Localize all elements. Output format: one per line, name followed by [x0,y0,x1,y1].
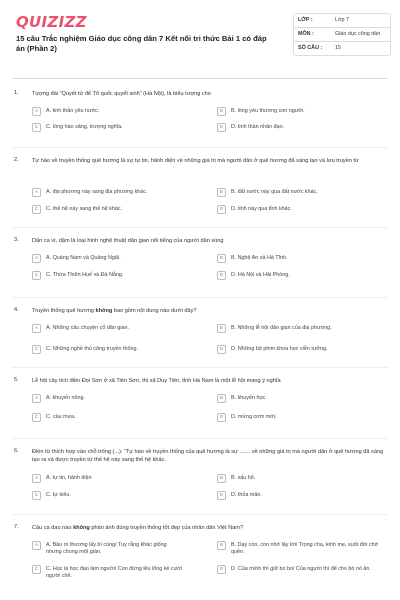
answer-option-b[interactable] [217,394,387,403]
option-text: C. Những nghề thủ công truyền thống. [46,346,139,352]
option-letter-box: B [217,188,226,197]
option-letter-box: C [32,271,41,280]
option-text: C. lòng hào sảng, trượng nghĩa. [46,124,123,130]
option-text: D. Những bộ phim khoa học viễn tưởng. [231,346,328,352]
answer-option-a[interactable] [32,394,182,403]
question-text [32,524,384,532]
question-number: 6. [14,448,19,454]
answer-option-c[interactable] [32,491,182,500]
option-text: A. tự tin, hãnh diện [46,475,92,481]
info-row-socau [294,42,390,55]
answer-option-b[interactable] [217,474,387,483]
question-separator [12,438,388,439]
option-letter-box: D [217,565,226,574]
question-separator [12,367,388,368]
answer-option-c[interactable] [32,565,182,580]
question-text: Tượng đài “Quyết tử để Tổ quốc quyết sinh” (Hà Nội), là biểu tượng cho [32,91,211,97]
option-text: D. Của mình thì giữ bo bo/ Của người thì để cho bò nó ăn. [231,566,371,572]
answer-option-c[interactable] [32,413,182,422]
answer-option-d[interactable] [217,271,387,280]
option-text: D. tinh thần nhân đạo. [231,124,285,130]
question-number: 7. [14,524,19,530]
question-text: Tự hào về truyền thống quê hương là sự tự tin, hãnh diện về những giá trị mà người dân ở quê hương đã sáng tạo và lưu truyền từ [32,158,359,164]
option-letter-box: D [217,205,226,214]
answer-option-b[interactable] [217,254,387,263]
question-number: 2. [14,157,19,163]
answer-option-c[interactable] [32,123,182,132]
socau-value: 15 [335,45,341,51]
option-text: D. Hà Nội và Hải Phòng. [231,272,290,278]
option-text: D. mừng cơm mới. [231,414,277,420]
page-title: 15 câu Trắc nghiệm Giáo dục công dân 7 Kết nối tri thức Bài 1 có đáp án (Phần 2) [16,34,267,53]
option-text: A. Bầu ơi thương lấy bí cùng/ Tuy rằng khác giống nhưng chung một giàn. [46,542,167,555]
option-letter-box: B [217,324,226,333]
question-text-part: Truyền thống quê hương [32,308,96,314]
quizizz-logo: QUIZIZZ [16,13,87,31]
answer-option-d[interactable] [217,205,387,214]
info-box [293,13,391,56]
option-letter-box: D [217,271,226,280]
option-text: B. Dạy con, con nhớ lấy lời/ Trọng cha, kính mẹ, suốt đời chớ quên. [231,542,379,555]
option-text: D. thỏa mãn. [231,492,262,498]
option-letter-box: D [217,123,226,132]
question-number: 5. [14,377,19,383]
question-separator [12,147,388,148]
option-text: A. Quảng Nam và Quảng Ngãi. [46,255,121,261]
option-letter-box: D [217,491,226,500]
option-letter-box: C [32,413,41,422]
option-letter-box: D [217,345,226,354]
answer-option-d[interactable] [217,413,387,422]
option-text: B. khuyến học. [231,395,267,401]
option-text: A. Những câu chuyện cổ dân gian. [46,325,130,331]
option-letter-box: C [32,205,41,214]
header-divider [12,78,388,79]
answer-option-a[interactable] [32,107,182,116]
option-text: A. địa phương này sang địa phương khác. [46,189,148,195]
option-letter-box: D [217,413,226,422]
option-letter-box: C [32,491,41,500]
question-text-part: phản ánh đúng truyền thống tốt đẹp của nhân dân Việt Nam? [89,525,244,531]
info-row-mon [294,28,390,42]
option-text: B. Những lễ hội dân gian của địa phương. [231,325,332,331]
option-letter-box: A [32,107,41,116]
option-text: B. lòng yêu thương con người. [231,108,305,114]
info-row-lop [294,14,390,28]
answer-option-b[interactable] [217,541,387,556]
option-text: C. Học là học đạo làm người/ Con đừng lêu lổng kẻ cười người chê. [46,566,182,579]
answer-option-a[interactable] [32,254,182,263]
answer-option-a[interactable] [32,474,182,483]
option-letter-box: B [217,474,226,483]
question-separator [12,297,388,298]
option-text: C. cầu mưa. [46,414,76,420]
answer-option-d[interactable] [217,565,387,574]
option-letter-box: A [32,254,41,263]
question-text-part: bao gồm nội dung nào dưới đây? [112,308,197,314]
option-text: D. tỉnh này qua tỉnh khác. [231,206,292,212]
mon-value: Giáo dục công dân [335,31,381,37]
question-text-emphasis: không [73,525,90,531]
option-text: C. Thừa Thiên Huế và Đà Nẵng. [46,272,124,278]
option-text: B. đất nước này qua đất nước khác. [231,189,318,195]
answer-option-a[interactable] [32,541,182,556]
question-text-emphasis: không [95,308,113,314]
socau-label: SỐ CÂU : [298,45,323,51]
question-text: Điền từ thích hợp vào chỗ trống (...): “Tự hào về truyền thống của quê hương là sự ....... về những giá trị mà người dân ở quê hương đã sáng tạo ra và được truyền từ thế hệ này sang thế hệ khác. [32,449,384,463]
option-letter-box: B [217,107,226,116]
option-letter-box: A [32,474,41,483]
option-letter-box: B [217,254,226,263]
option-text: B. xấu hổ. [231,475,256,481]
option-letter-box: C [32,123,41,132]
answer-option-c[interactable] [32,271,182,280]
answer-option-a[interactable] [32,188,182,197]
question-separator [12,514,388,515]
option-letter-box: B [217,541,226,550]
option-letter-box: B [217,394,226,403]
answer-option-b[interactable] [217,107,387,116]
question-text: Dân ca ví, dặm là loại hình nghệ thuật dân gian nổi tiếng của người dân vùng [32,238,224,244]
answer-option-a[interactable] [32,324,182,333]
answer-option-d[interactable] [217,123,387,132]
option-text: A. tinh thần yêu nước. [46,108,100,114]
question-number: 1. [14,90,19,96]
question-number: 3. [14,237,19,243]
question-separator [12,227,388,228]
option-letter-box: A [32,541,41,550]
option-letter-box: A [32,394,41,403]
option-text: A. khuyến nông. [46,395,85,401]
answer-option-c[interactable] [32,345,182,354]
option-letter-box: A [32,324,41,333]
option-letter-box: A [32,188,41,197]
mon-label: MÔN : [298,31,314,37]
question-number: 4. [14,307,19,313]
option-text: C. tự kiêu. [46,492,71,498]
answer-option-d[interactable] [217,491,387,500]
answer-option-d[interactable] [217,345,387,354]
question-text [32,307,384,315]
answer-option-b[interactable] [217,324,387,333]
lop-value: Lớp 7 [335,17,350,23]
question-text: Lễ hội cây tích điền Đọi Sơn ở xã Tiên Sơn, thị xã Duy Tiên, tỉnh Hà Nam là một lễ hội mang ý nghĩa [32,378,281,384]
answer-option-c[interactable] [32,205,182,214]
answer-option-b[interactable] [217,188,387,197]
option-letter-box: C [32,345,41,354]
lop-label: LỚP : [298,17,313,23]
question-text-part: Câu ca dao nào [32,525,74,531]
option-letter-box: C [32,565,41,574]
option-text: B. Nghệ An và Hà Tĩnh. [231,255,288,261]
option-text: C. thế hệ này sang thế hệ khác. [46,206,123,212]
